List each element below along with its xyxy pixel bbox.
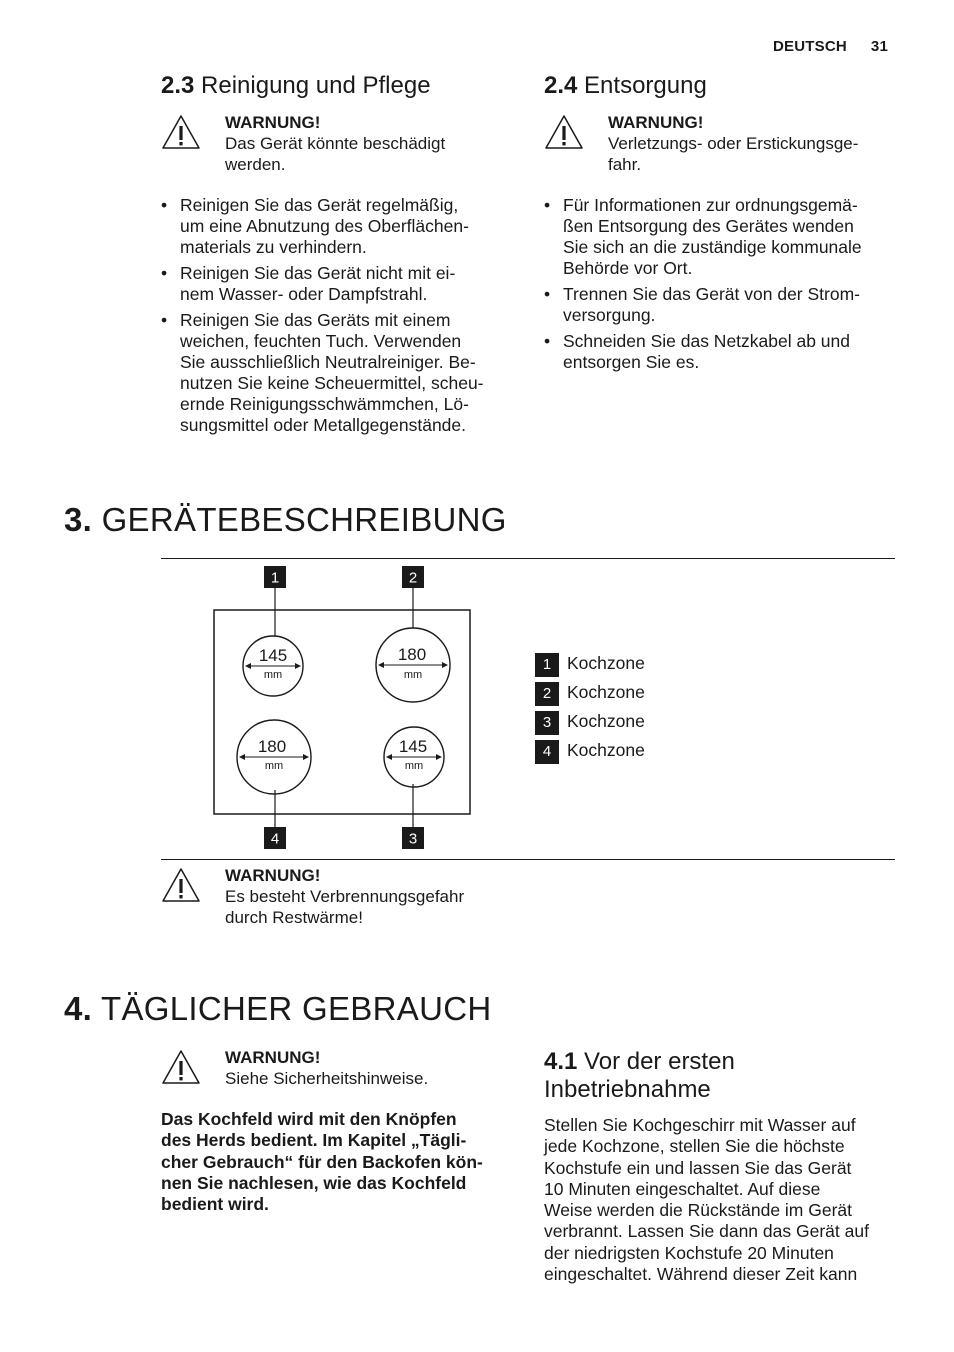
warning-triangle-icon [544, 114, 584, 150]
legend-label: Kochzone [567, 740, 645, 760]
heading-title: Vor der ersten [584, 1048, 735, 1075]
warning-text-line: Verletzungs- oder Erstickungsge- [608, 134, 859, 153]
paragraph-line: Kochstufe ein und lassen Sie das Gerät [544, 1157, 852, 1178]
legend-item [535, 740, 735, 769]
heading-3 [64, 500, 507, 540]
warning-triangle-icon [161, 1049, 201, 1085]
heading-title: TÄGLICHER GEBRAUCH [101, 990, 492, 1027]
warning-text-line: Das Gerät könnte beschädigt [225, 134, 446, 153]
legend-number: 3 [535, 711, 559, 735]
warning-text-line: fahr. [608, 155, 642, 174]
list-line: • Reinigen Sie das Gerät nicht mit ei- [180, 263, 456, 283]
zone-size: 180 [257, 737, 287, 756]
warning-title: WARNUNG! [608, 113, 704, 132]
hob-outline [214, 610, 470, 814]
legend-number: 1 [535, 653, 559, 677]
list-line: um eine Abnutzung des Oberflächen- [180, 216, 469, 236]
list-line: ernde Reinigungsschwämmchen, Lö- [180, 394, 469, 414]
list-line: • Für Informationen zur ordnungsgemä- [563, 195, 858, 215]
zone-unit: mm [403, 669, 423, 681]
callout-label: 3 [408, 830, 418, 848]
paragraph-line: der niedrigsten Kochstufe 20 Minuten [544, 1242, 834, 1263]
list-line: Behörde vor Ort. [563, 258, 693, 278]
warning-text-line: werden. [225, 155, 286, 174]
callout-1 [264, 566, 286, 636]
list-item [161, 263, 521, 305]
heading-number: 2.3 [161, 72, 195, 99]
paragraph-line: jede Kochzone, stellen Sie die höchste [544, 1136, 845, 1157]
warning-text-line: Es besteht Verbrennungsgefahr [225, 887, 465, 906]
paragraph-line: verbrannt. Lassen Sie dann das Gerät auf [544, 1221, 869, 1242]
warning-triangle-icon [161, 114, 201, 150]
list-line: Sie ausschließlich Neutralreiniger. Be- [180, 352, 476, 372]
list-line: Sie sich an die zuständige kommunale [563, 237, 862, 257]
callout-3 [402, 784, 424, 849]
heading-number: 3. [64, 501, 93, 538]
section-rule [161, 859, 895, 860]
list-line: • Reinigen Sie das Gerät regelmäßig, [180, 195, 459, 215]
zone-size: 145 [258, 646, 288, 665]
warning-title: WARNUNG! [225, 866, 321, 885]
legend-item [535, 653, 735, 682]
callout-label: 1 [270, 569, 280, 587]
section-rule [161, 558, 895, 559]
heading-title: Reinigung und Pflege [201, 72, 431, 99]
callout-4 [264, 790, 286, 849]
cooktop-diagram [200, 562, 490, 854]
list-item [544, 195, 904, 279]
list-line: materials zu verhindern. [180, 237, 367, 257]
zone-size: 145 [398, 737, 428, 756]
heading-4-1 [544, 1048, 735, 1104]
callout-label: 4 [270, 830, 280, 848]
legend-item [535, 682, 735, 711]
cooking-zone-4 [237, 720, 311, 794]
warning-triangle-icon [161, 867, 201, 903]
heading-2-3 [161, 72, 431, 100]
list-line: entsorgen Sie es. [563, 352, 700, 372]
zone-unit: mm [263, 669, 283, 681]
heading-number: 2.4 [544, 72, 578, 99]
list-item [544, 331, 904, 373]
warning-text-line: durch Restwärme! [225, 908, 363, 927]
legend-label: Kochzone [567, 653, 645, 673]
diagram-legend [535, 653, 735, 769]
paragraph-line: bedient wird. [161, 1194, 269, 1215]
body-paragraph [544, 1115, 904, 1285]
legend-number: 4 [535, 740, 559, 764]
list-item [544, 284, 904, 326]
heading-title: Entsorgung [584, 72, 707, 99]
zone-unit: mm [264, 760, 284, 772]
paragraph-line: des Herds bedient. Im Kapitel „Tägli- [161, 1130, 467, 1151]
list-line: nutzen Sie keine Scheuermittel, scheu- [180, 373, 484, 393]
paragraph-line: Das Kochfeld wird mit den Knöpfen [161, 1109, 457, 1129]
list-item [161, 310, 521, 436]
list-line: nem Wasser- oder Dampfstrahl. [180, 284, 428, 304]
list-line: • Trennen Sie das Gerät von der Strom- [563, 284, 860, 304]
legend-number: 2 [535, 682, 559, 706]
heading-title: GERÄTEBESCHREIBUNG [101, 501, 507, 538]
warning-title: WARNUNG! [225, 1048, 321, 1067]
page-number: 31 [870, 38, 888, 55]
paragraph-line: Stellen Sie Kochgeschirr mit Wasser auf [544, 1115, 856, 1135]
zone-unit: mm [404, 760, 424, 772]
warning-title: WARNUNG! [225, 113, 321, 132]
paragraph-line: cher Gebrauch“ für den Backofen kön- [161, 1151, 483, 1172]
heading-title-line-2: Inbetriebnahme [544, 1076, 711, 1103]
cooking-zone-3 [384, 727, 444, 787]
page-header [773, 38, 888, 55]
heading-number: 4.1 [544, 1048, 578, 1075]
bullet-list-2-3 [161, 195, 521, 441]
list-line: weichen, feuchten Tuch. Verwenden [180, 331, 462, 351]
paragraph-line: Weise werden die Rückstände im Gerät [544, 1200, 853, 1221]
legend-item [535, 711, 735, 740]
cooking-zone-2 [376, 628, 450, 702]
list-line: sungsmittel oder Metallgegenstände. [180, 415, 467, 435]
paragraph-line: 10 Minuten eingeschaltet. Auf diese [544, 1178, 821, 1199]
heading-2-4 [544, 72, 707, 100]
header-language: DEUTSCH [773, 38, 847, 55]
zone-size: 180 [397, 645, 427, 664]
legend-label: Kochzone [567, 682, 645, 702]
cooking-zone-1 [243, 636, 303, 696]
warning-text-line: Siehe Sicherheitshinweise. [225, 1069, 429, 1088]
bold-paragraph [161, 1109, 521, 1215]
list-line: ßen Entsorgung des Gerätes wenden [563, 216, 854, 236]
list-line: • Reinigen Sie das Geräts mit einem [180, 310, 451, 330]
paragraph-line: nen Sie nachlesen, wie das Kochfeld [161, 1172, 467, 1193]
list-item [161, 195, 521, 258]
bullet-list-2-4 [544, 195, 904, 378]
list-line: versorgung. [563, 305, 656, 325]
heading-number: 4. [64, 990, 93, 1027]
legend-label: Kochzone [567, 711, 645, 731]
callout-2 [402, 566, 424, 628]
paragraph-line: eingeschaltet. Während dieser Zeit kann [544, 1264, 858, 1285]
callout-label: 2 [408, 569, 418, 587]
heading-4 [64, 989, 491, 1029]
list-line: • Schneiden Sie das Netzkabel ab und [563, 331, 851, 351]
